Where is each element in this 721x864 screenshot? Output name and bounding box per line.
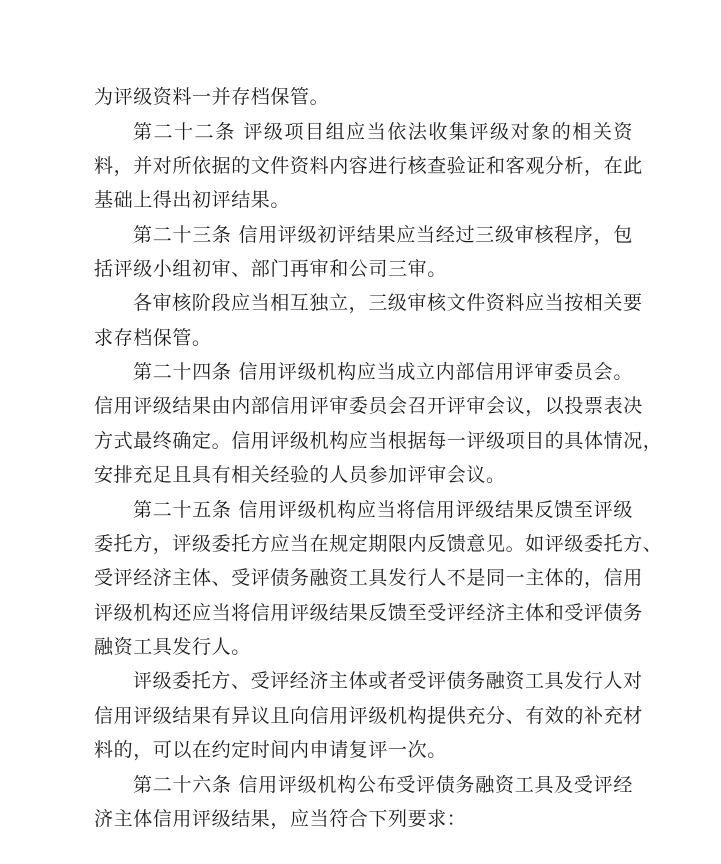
text-line: 济主体信用评级结果，应当符合下列要求： bbox=[94, 808, 467, 830]
text-line: 评级机构还应当将信用评级结果反馈至受评经济主体和受评债务 bbox=[94, 602, 643, 624]
text-line: 料，并对所依据的文件资料内容进行核查验证和客观分析，在此 bbox=[94, 155, 643, 177]
text-line: 安排充足且具有相关经验的人员参加评审会议。 bbox=[94, 464, 506, 486]
text-line: 括评级小组初审、部门再审和公司三审。 bbox=[94, 258, 447, 280]
paragraph-start-line: 评级委托方、受评经济主体或者受评债务融资工具发行人对 bbox=[133, 670, 643, 692]
text-line: 融资工具发行人。 bbox=[94, 636, 251, 658]
text-line: 受评经济主体、受评债务融资工具发行人不是同一主体的，信用 bbox=[94, 567, 643, 589]
text-line: 信用评级结果有异议且向信用评级机构提供充分、有效的补充材 bbox=[94, 705, 643, 727]
text-line: 委托方，评级委托方应当在规定期限内反馈意见。如评级委托方、 bbox=[94, 533, 663, 555]
text-line: 为评级资料一并存档保管。 bbox=[94, 86, 330, 108]
article-heading-line: 第二十五条 信用评级机构应当将信用评级结果反馈至评级 bbox=[133, 499, 633, 521]
text-line: 料的，可以在约定时间内申请复评一次。 bbox=[94, 739, 447, 761]
article-heading-line: 第二十二条 评级项目组应当依法收集评级对象的相关资 bbox=[133, 121, 633, 143]
text-line: 信用评级结果由内部信用评审委员会召开评审会议，以投票表决 bbox=[94, 395, 643, 417]
text-line: 求存档保管。 bbox=[94, 327, 212, 349]
article-heading-line: 第二十六条 信用评级机构公布受评债务融资工具及受评经 bbox=[133, 774, 633, 796]
paragraph-start-line: 各审核阶段应当相互独立，三级审核文件资料应当按相关要 bbox=[133, 292, 643, 314]
article-heading-line: 第二十三条 信用评级初评结果应当经过三级审核程序，包 bbox=[133, 224, 633, 246]
text-line: 方式最终确定。信用评级机构应当根据每一评级项目的具体情况， bbox=[94, 430, 663, 452]
article-heading-line: 第二十四条 信用评级机构应当成立内部信用评审委员会。 bbox=[133, 361, 633, 383]
text-line: 基础上得出初评结果。 bbox=[94, 189, 291, 211]
